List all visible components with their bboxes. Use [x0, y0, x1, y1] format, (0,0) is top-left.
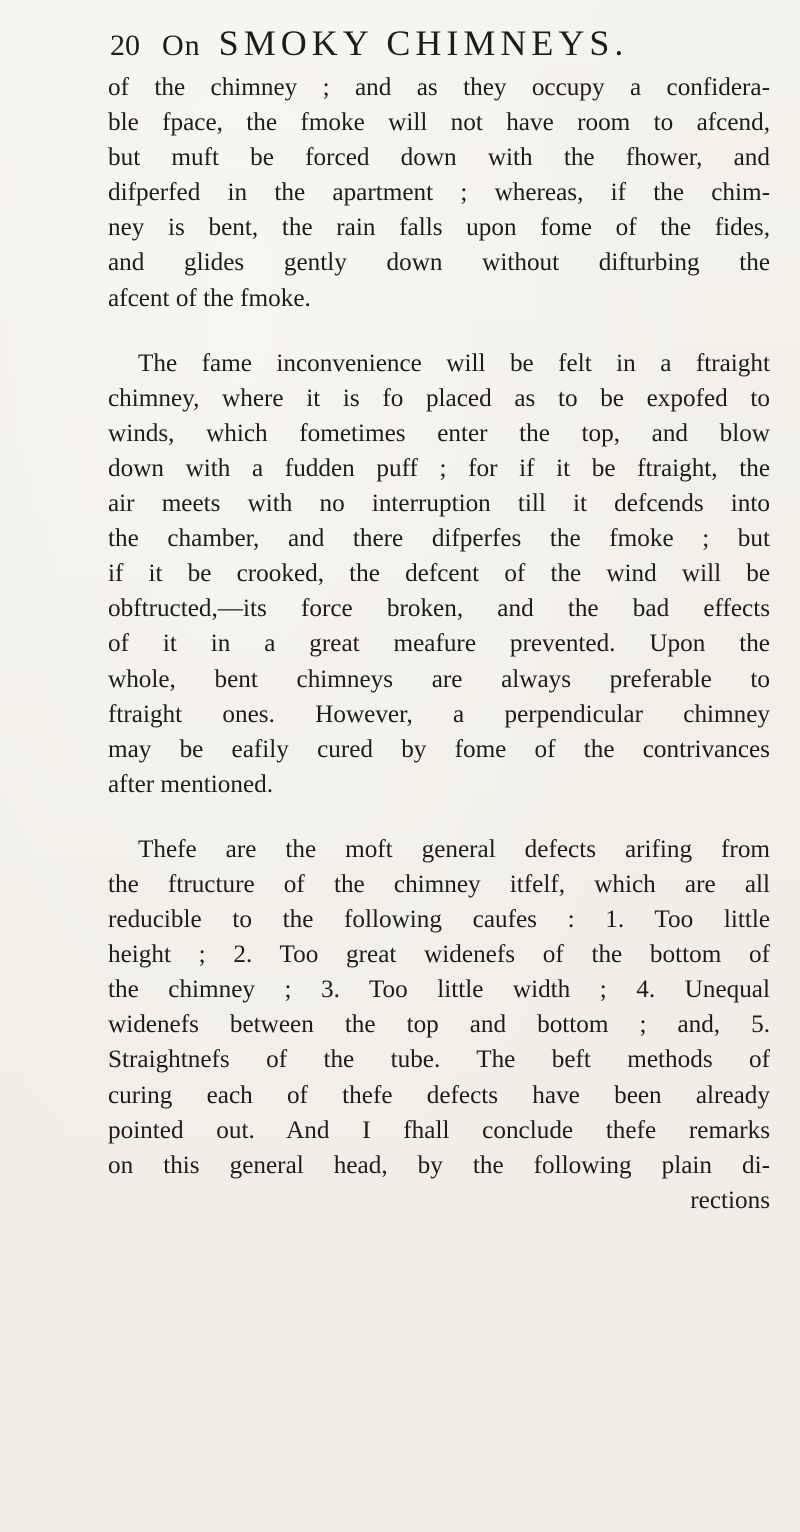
text-line: the chimney ; 3. Too little width ; 4. Unequal	[108, 976, 770, 1004]
text-line: may be eafily cured by fome of the contrivances	[108, 735, 770, 763]
running-head-title: SMOKY CHIMNEYS.	[218, 23, 629, 63]
text-line: ftraight ones. However, a perpendicular chimney	[108, 700, 770, 728]
text-line: ble fpace, the fmoke will not have room to afcend,	[108, 109, 770, 137]
text-line: Thefe are the moft general defects arifing from	[138, 835, 770, 863]
paragraph-1	[108, 70, 770, 316]
text-line: obftructed,—its force broken, and the bad effects	[108, 595, 770, 623]
text-line: Straightnefs of the tube. The beft methods of	[108, 1046, 770, 1074]
text-line: on this general head, by the following plain di-	[108, 1151, 770, 1179]
paragraph-2	[108, 346, 770, 802]
text-line: but muft be forced down with the fhower, and	[108, 144, 770, 172]
page-number: 20	[110, 29, 140, 62]
text-line: of it in a great meafure prevented. Upon the	[108, 630, 770, 658]
text-line: height ; 2. Too great widenefs of the bottom of	[108, 941, 770, 969]
text-line: pointed out. And I fhall conclude thefe remarks	[108, 1116, 770, 1144]
page-header	[110, 22, 628, 64]
text-line: if it be crooked, the defcent of the wind will be	[108, 560, 770, 588]
catchword: rections	[690, 1186, 770, 1214]
text-line: and glides gently down without difturbing the	[108, 249, 770, 277]
text-line: chimney, where it is fo placed as to be expofed to	[108, 384, 770, 412]
text-line: reducible to the following caufes : 1. Too little	[108, 906, 770, 934]
text-line: of the chimney ; and as they occupy a confidera-	[108, 74, 770, 101]
running-head-prefix: On	[162, 29, 201, 62]
text-line: the ftructure of the chimney itfelf, which are all	[108, 870, 770, 898]
text-line: whole, bent chimneys are always preferable to	[108, 665, 770, 693]
text-line: The fame inconvenience will be felt in a ftraight	[138, 349, 770, 377]
text-line: curing each of thefe defects have been already	[108, 1081, 770, 1109]
text-line: the chamber, and there difperfes the fmoke ; but	[108, 525, 770, 553]
text-line: winds, which fometimes enter the top, and blow	[108, 419, 770, 447]
paragraph-gap	[108, 316, 770, 346]
text-line: after mentioned.	[108, 770, 274, 798]
page-body	[108, 70, 770, 1218]
text-line: air meets with no interruption till it defcends into	[108, 490, 770, 518]
paragraph-3	[108, 832, 770, 1218]
text-line: afcent of the fmoke.	[108, 284, 311, 312]
text-line: ney is bent, the rain falls upon fome of the fides,	[108, 214, 770, 242]
text-line: down with a fudden puff ; for if it be ftraight, the	[108, 454, 770, 482]
text-line: widenefs between the top and bottom ; and, 5.	[108, 1011, 770, 1039]
text-line: difperfed in the apartment ; whereas, if the chim-	[108, 179, 770, 207]
paragraph-gap	[108, 802, 770, 832]
